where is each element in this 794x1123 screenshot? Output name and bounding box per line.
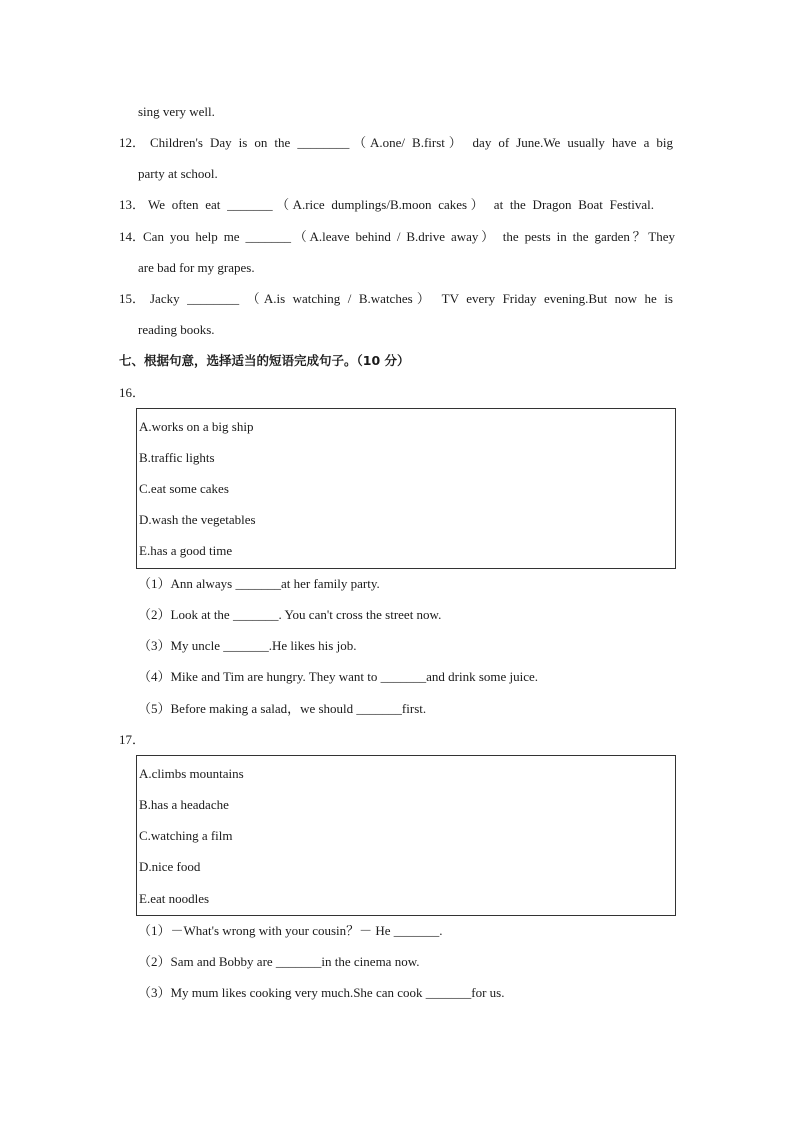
q16-sentence-4: （4）Mike and Tim are hungry. They want to _______and drink some juice. [138, 669, 539, 684]
q16-number: 16． [119, 385, 146, 400]
q17-sentence-3: （3）My mum likes cooking very much.She can cook _______for us. [138, 985, 505, 1000]
q16-options-box [136, 408, 676, 569]
q13-line1: We often eat _______（A.rice dumplings/B.moon cakes） at the Dragon Boat Festival. [148, 197, 654, 212]
q16-sentence-3: （3）My uncle _______.He likes his job. [138, 638, 357, 653]
q17-options-box [136, 755, 676, 916]
q15-number: 15． [119, 291, 146, 306]
section-7-heading: 七、根据句意，选择适当的短语完成句子。（10 分） [119, 353, 410, 368]
q14-line1: Can you help me _______（A.leave behind / B.drive away） the pests in the garden？They [143, 229, 675, 244]
q15-line1: Jacky ________ （A.is watching / B.watches） TV every Friday evening.But now he is [150, 291, 673, 306]
q17-option-a: A.climbs mountains [139, 766, 244, 781]
q17-option-b: B.has a headache [139, 797, 229, 812]
q17-option-e: E.eat noodles [139, 891, 210, 906]
q16-option-c: C.eat some cakes [139, 481, 229, 496]
q13-number: 13． [119, 197, 146, 212]
q14-line2: are bad for my grapes. [138, 260, 255, 275]
q12-line1: Children's Day is on the ________（A.one/ B.first） day of June.We usually have a big [150, 135, 673, 150]
q16-sentence-5: （5）Before making a salad，we should _______first. [138, 701, 427, 716]
q12-number: 12． [119, 135, 146, 150]
q16-option-d: D.wash the vegetables [139, 512, 256, 527]
q16-option-a: A.works on a big ship [139, 419, 254, 434]
q14-number: 14． [119, 229, 146, 244]
q15-line2: reading books. [138, 322, 215, 337]
q17-sentence-2: （2）Sam and Bobby are _______in the cinema now. [138, 954, 420, 969]
q16-option-e: E.has a good time [139, 543, 233, 558]
q17-option-d: D.nice food [139, 859, 201, 874]
q16-option-b: B.traffic lights [139, 450, 215, 465]
q11-continuation: sing very well. [138, 104, 215, 119]
q16-sentence-1: （1）Ann always _______at her family party. [138, 576, 380, 591]
q17-option-c: C.watching a film [139, 828, 233, 843]
q17-number: 17． [119, 732, 146, 747]
q17-sentence-1: （1）－What's wrong with your cousin？－ He _______. [138, 923, 443, 938]
q16-sentence-2: （2）Look at the _______. You can't cross the street now. [138, 607, 442, 622]
q12-line2: party at school. [138, 166, 218, 181]
